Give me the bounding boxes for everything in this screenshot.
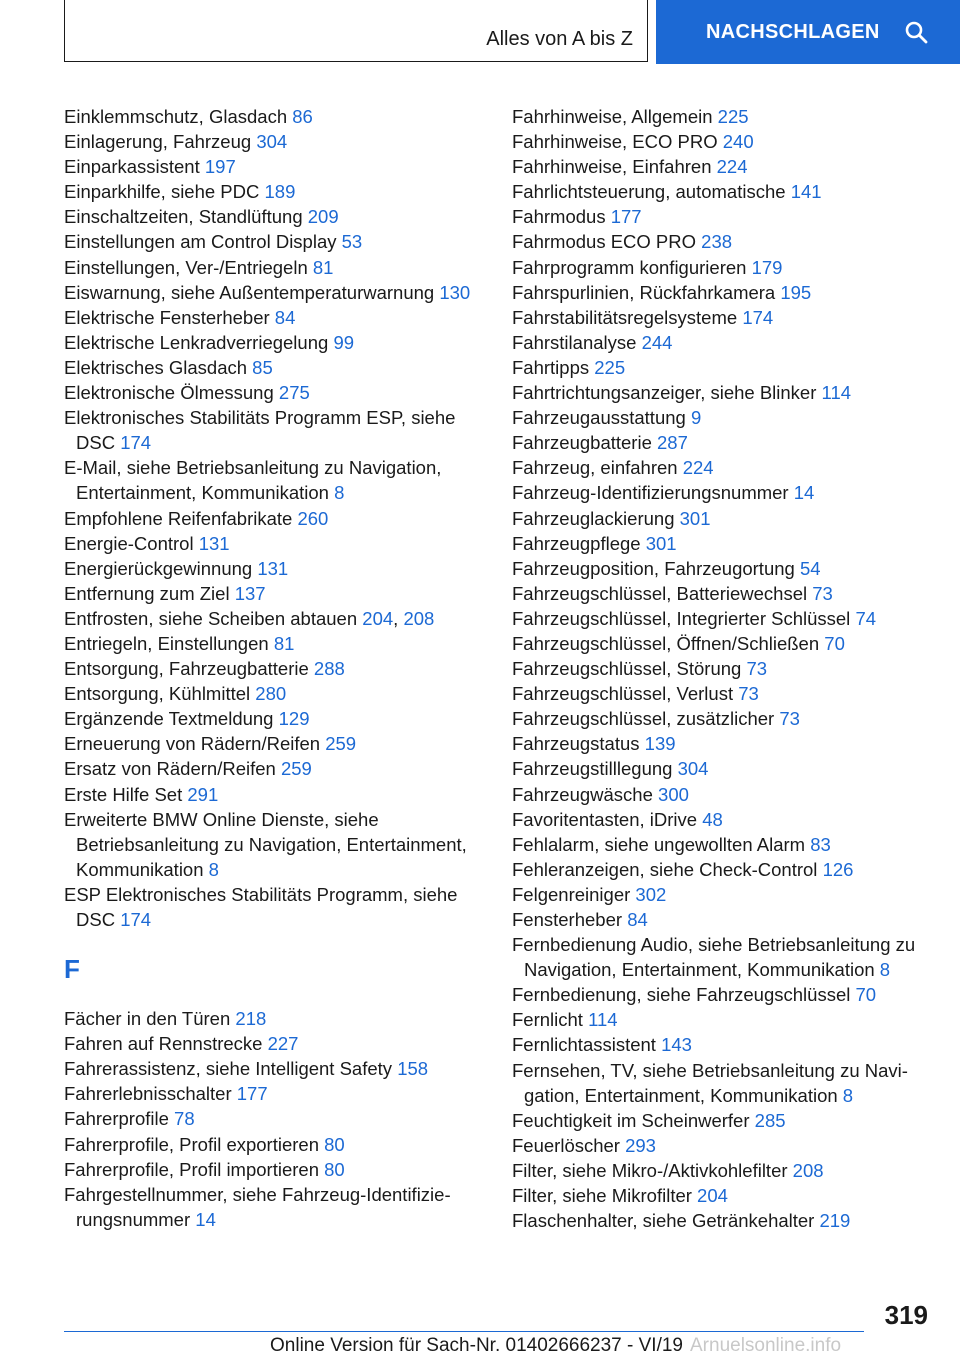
section-letter-f: F <box>64 954 80 985</box>
page-link[interactable]: 177 <box>236 1083 268 1105</box>
index-term: Entfrosten, siehe Scheiben abtauen <box>64 607 358 629</box>
index-column-left <box>64 104 494 1232</box>
index-term: Elektrische Lenkradverriegelung <box>64 331 329 353</box>
page-link[interactable]: 78 <box>174 1108 195 1130</box>
index-entry <box>64 355 494 380</box>
index-term: Fernlichtassistent <box>512 1034 656 1056</box>
page-link[interactable]: 14 <box>793 482 815 504</box>
index-term: Fernsehen, TV, siehe Betriebsanleitung zu Navigation, Entertainment, Kommunikation <box>512 1059 908 1106</box>
page-link[interactable]: 240 <box>722 131 754 153</box>
index-term: Fahrzeugschlüssel, Verlust <box>512 683 734 705</box>
page-link[interactable]: 238 <box>701 231 733 253</box>
index-entry <box>64 807 494 882</box>
index-term: ESP Elektronisches Stabilitäts Programm, siehe DSC <box>64 883 458 930</box>
index-term: Fahrstilanalyse <box>512 331 637 353</box>
page-link[interactable]: 139 <box>644 733 676 755</box>
page-link[interactable]: 195 <box>780 281 812 303</box>
page-link[interactable]: 224 <box>682 457 714 479</box>
index-term: Entfernung zum Ziel <box>64 582 230 604</box>
page-link[interactable]: 225 <box>717 106 749 127</box>
page-link[interactable]: 8 <box>842 1084 854 1106</box>
index-column-right <box>512 104 942 1233</box>
index-entry <box>512 807 942 832</box>
index-entry <box>512 129 942 154</box>
page-link[interactable]: 174 <box>120 909 152 930</box>
index-term: Fahrzeugschlüssel, Störung <box>512 658 742 680</box>
index-term: Fahrzeugbatterie <box>512 432 652 454</box>
index-entry <box>512 1133 942 1158</box>
index-term: Einstellungen, Ver-/Entriegeln <box>64 256 308 278</box>
page-number: 319 <box>884 1300 928 1330</box>
index-term: Elektronisches Stabilitäts Programm ESP, siehe DSC <box>64 407 456 454</box>
tab-label: NACHSCHLAGEN <box>706 20 880 43</box>
index-term: Elektronische Ölmessung <box>64 382 274 404</box>
index-term: Eiswarnung, siehe Außentemperaturwarnung <box>64 281 435 303</box>
page-link[interactable]: 114 <box>588 1009 618 1031</box>
page-link[interactable]: 48 <box>702 808 723 830</box>
online-version-note: Online Version für Sach-Nr. 01402666237 - VI/19 <box>270 1335 683 1356</box>
page-link[interactable]: 8 <box>879 959 891 981</box>
index-term: Fahrmodus ECO PRO <box>512 231 697 253</box>
index-term: Energie-Control <box>64 532 194 554</box>
index-entry <box>512 154 942 179</box>
index-entry <box>64 455 494 505</box>
index-entry <box>512 656 942 681</box>
page-link[interactable]: 225 <box>594 356 626 378</box>
index-entry <box>64 179 494 204</box>
index-entry <box>64 1132 494 1157</box>
index-term: Fehlalarm, siehe ungewollten Alarm <box>512 833 806 855</box>
page-link[interactable]: 99 <box>333 331 355 353</box>
page-link[interactable]: 244 <box>641 331 673 353</box>
index-entry <box>512 280 942 305</box>
page-link[interactable]: 8 <box>334 482 345 504</box>
index-entry <box>512 556 942 581</box>
index-term: Felgenreiniger <box>512 883 631 905</box>
footer-divider <box>64 1331 864 1332</box>
index-term: Fahrstabilitätsregelsysteme <box>512 306 738 328</box>
page-link[interactable]: 174 <box>120 432 152 454</box>
search-icon <box>904 20 928 44</box>
page-link[interactable]: 204 <box>362 607 394 629</box>
index-list-f <box>64 1006 494 1232</box>
index-term: Einschaltzeiten, Standlüftung <box>64 206 303 228</box>
index-term: Fernbedienung, siehe Fahrzeugschlüssel <box>512 984 851 1006</box>
index-term: Fahrzeuglackierung <box>512 507 675 529</box>
index-entry <box>512 907 942 932</box>
index-term: Fahren auf Rennstrecke <box>64 1033 263 1055</box>
index-entry <box>512 1108 942 1133</box>
index-term: Elektrisches Glasdach <box>64 356 248 378</box>
index-term: Ergänzende Textmeldung <box>64 708 274 730</box>
index-term: Fahrzeug, einfahren <box>512 457 678 479</box>
index-entry <box>512 782 942 807</box>
page-link[interactable]: 275 <box>278 382 310 404</box>
index-term: Fahrzeugpflege <box>512 532 641 554</box>
index-entry <box>64 656 494 681</box>
page-link[interactable]: 8 <box>208 858 219 880</box>
index-term: Fahrhinweise, Allgemein <box>512 106 713 127</box>
index-entry <box>512 1032 942 1057</box>
index-entry <box>64 380 494 405</box>
index-entry <box>512 355 942 380</box>
watermark: Arnuelsonline.info <box>690 1335 842 1356</box>
page-link[interactable]: 141 <box>790 181 822 203</box>
page-link[interactable]: 189 <box>264 181 296 203</box>
page-link[interactable]: 177 <box>610 206 642 228</box>
index-entry <box>64 756 494 781</box>
index-entry <box>512 455 942 480</box>
page-link[interactable]: 259 <box>325 733 357 755</box>
page-link[interactable]: 224 <box>716 156 748 178</box>
index-term: Fernbedienung Audio, siehe Betriebsanleitung zu Navigation, Entertainment, Kommunikation <box>512 934 916 981</box>
index-entry <box>64 229 494 254</box>
index-entry <box>512 1058 942 1108</box>
index-entry <box>64 556 494 581</box>
section-title: Alles von A bis Z <box>486 28 633 50</box>
index-term: Fahrzeugschlüssel, Öffnen/Schließen <box>512 632 820 654</box>
page-link[interactable]: 179 <box>751 256 783 278</box>
page-link[interactable]: 73 <box>779 708 800 730</box>
page-link[interactable]: 174 <box>742 306 774 328</box>
page-link[interactable]: 81 <box>312 256 334 278</box>
index-entry <box>64 531 494 556</box>
page-link[interactable]: 84 <box>274 306 296 328</box>
index-entry <box>64 330 494 355</box>
page-link[interactable]: 208 <box>792 1159 824 1181</box>
page-link[interactable]: 73 <box>812 582 833 604</box>
page-link[interactable]: 131 <box>198 532 230 554</box>
page-link[interactable]: 9 <box>690 407 702 429</box>
page-link[interactable]: 158 <box>397 1058 429 1080</box>
index-entry <box>512 480 942 505</box>
page-link[interactable]: 287 <box>657 432 688 454</box>
index-entry <box>64 1006 494 1031</box>
page-link[interactable]: 208 <box>403 607 435 629</box>
index-entry <box>512 581 942 606</box>
index-entry <box>64 1081 494 1106</box>
index-term: Ersatz von Rädern/Reifen <box>64 758 276 780</box>
page-link[interactable]: 126 <box>822 858 854 880</box>
page-link[interactable]: 130 <box>439 281 471 303</box>
index-term: Fahrerprofile, Profil importieren <box>64 1158 319 1180</box>
index-term: Filter, siehe Mikrofilter <box>512 1185 692 1207</box>
index-term: Flaschenhalter, siehe Getränkehalter <box>512 1210 815 1232</box>
index-term: Fahrzeugstilllegung <box>512 758 673 780</box>
index-entry <box>64 1056 494 1081</box>
index-term: Fahrzeugwäsche <box>512 783 653 805</box>
index-entry <box>512 330 942 355</box>
index-term: Fahrzeugschlüssel, Integrierter Schlüssel <box>512 607 851 629</box>
index-term: Einstellungen am Control Display <box>64 231 337 253</box>
index-entry <box>64 1106 494 1131</box>
page-link[interactable]: 85 <box>252 356 273 378</box>
index-entry <box>64 204 494 229</box>
index-entry <box>512 1208 942 1233</box>
page-link[interactable]: 131 <box>257 557 289 579</box>
index-term: Einparkassistent <box>64 156 200 178</box>
index-term: Fahrtrichtungsanzeiger, siehe Blinker <box>512 382 817 404</box>
index-term: Fahrerassistenz, siehe Intelligent Safety <box>64 1058 393 1080</box>
index-term: Fehleranzeigen, siehe Check-Control <box>512 858 818 880</box>
index-entry: Entfrosten, siehe Scheiben abtauen 204, 208 <box>64 607 435 629</box>
page-link[interactable]: 80 <box>324 1133 345 1155</box>
index-term: Fahrzeugschlüssel, zusätzlicher <box>512 708 775 730</box>
index-entry <box>512 756 942 781</box>
index-entry <box>512 305 942 330</box>
index-entry <box>64 882 494 932</box>
index-term: Fahrzeugposition, Fahrzeugortung <box>512 557 795 579</box>
page-link[interactable]: 73 <box>746 658 768 680</box>
page-link[interactable]: 219 <box>819 1210 851 1232</box>
index-entry <box>64 782 494 807</box>
index-term: Filter, siehe Mikro-/Aktivkohlefilter <box>512 1159 788 1181</box>
index-entry <box>64 154 494 179</box>
index-entry <box>512 857 942 882</box>
page-link[interactable]: 260 <box>297 507 329 529</box>
index-term: Fahrmodus <box>512 206 606 228</box>
index-entry <box>64 1182 494 1232</box>
index-entry <box>512 631 942 656</box>
page-link[interactable]: 259 <box>280 758 312 780</box>
page-link[interactable]: 197 <box>204 156 236 178</box>
page-link[interactable]: 83 <box>810 833 831 855</box>
page-link[interactable]: 81 <box>273 632 295 654</box>
index-term: Fahrzeugstatus <box>512 733 640 755</box>
tab-nachschlagen[interactable] <box>656 0 960 64</box>
index-entry <box>512 204 942 229</box>
index-term: Favoritentasten, iDrive <box>512 808 698 830</box>
page-link[interactable]: 280 <box>255 683 287 705</box>
index-term: Fahrerprofile, Profil exportieren <box>64 1133 319 1155</box>
index-entry <box>64 681 494 706</box>
index-entry <box>64 1157 494 1182</box>
page-link[interactable]: 301 <box>679 507 711 529</box>
page-link[interactable]: 291 <box>187 783 219 805</box>
index-term: Entsorgung, Fahrzeugbatterie <box>64 658 309 680</box>
index-entry <box>512 706 942 731</box>
index-term: Entsorgung, Kühlmittel <box>64 683 251 705</box>
index-entry <box>512 731 942 756</box>
index-entry <box>64 1031 494 1056</box>
index-term: Fahrerlebnisschalter <box>64 1083 232 1105</box>
page-link[interactable]: 129 <box>278 708 310 730</box>
page-link[interactable]: 285 <box>754 1109 786 1131</box>
index-term: Fahrprogramm konfigurieren <box>512 256 747 278</box>
index-entry <box>512 229 942 254</box>
index-term: Entriegeln, Einstellungen <box>64 632 269 654</box>
index-term: Einparkhilfe, siehe PDC <box>64 181 260 203</box>
index-term: Fahrerprofile <box>64 1108 169 1130</box>
index-term: Erste Hilfe Set <box>64 783 183 805</box>
page-link[interactable]: 80 <box>324 1158 345 1180</box>
index-term: Fahrhinweise, ECO PRO <box>512 131 718 153</box>
page-link[interactable]: 74 <box>855 607 877 629</box>
index-entry <box>64 706 494 731</box>
index-entry <box>64 405 494 455</box>
page-link[interactable]: 143 <box>661 1034 692 1056</box>
page-link[interactable]: 70 <box>824 632 845 654</box>
index-entry <box>64 506 494 531</box>
page-link[interactable]: 54 <box>799 557 821 579</box>
index-term: Feuchtigkeit im Scheinwerfer <box>512 1109 750 1131</box>
index-entry <box>512 531 942 556</box>
index-entry <box>512 380 942 405</box>
index-entry <box>512 506 942 531</box>
index-entry <box>512 179 942 204</box>
index-entry <box>64 581 494 606</box>
index-list-e <box>64 104 494 932</box>
header-bar <box>64 0 960 64</box>
index-term: E-Mail, siehe Betriebsanleitung zu Navigation, Entertainment, Kommunikation <box>64 457 442 504</box>
index-entry <box>512 104 942 129</box>
index-term: Einklemmschutz, Glasdach <box>64 106 288 127</box>
page-link[interactable]: 114 <box>821 382 852 404</box>
page-link[interactable]: 73 <box>738 683 759 705</box>
page-link[interactable]: 300 <box>658 783 689 805</box>
index-term: Fensterheber <box>512 909 623 930</box>
index-entry <box>512 832 942 857</box>
page-link[interactable]: 209 <box>307 206 339 228</box>
index-list-f-continued <box>512 104 942 1233</box>
index-entry <box>512 932 942 982</box>
index-entry <box>512 982 942 1007</box>
page-link[interactable]: 70 <box>855 984 877 1006</box>
index-term: Fahrzeugschlüssel, Batteriewechsel <box>512 582 808 604</box>
page-link[interactable]: 14 <box>195 1208 216 1230</box>
index-entry <box>512 405 942 430</box>
page-link[interactable]: 304 <box>256 131 288 153</box>
index-term: Fächer in den Türen <box>64 1008 231 1030</box>
index-entry <box>512 255 942 280</box>
index-term: Fahrlichtsteuerung, automatische <box>512 181 786 203</box>
index-term: Fernlicht <box>512 1009 583 1031</box>
index-entry <box>512 1158 942 1183</box>
index-term: Fahrtipps <box>512 356 590 378</box>
index-term: Fahrhinweise, Einfahren <box>512 156 712 178</box>
page-link[interactable]: 204 <box>697 1185 728 1207</box>
index-term: Fahrzeugausstattung <box>512 407 686 429</box>
page-link[interactable]: 302 <box>635 883 667 905</box>
index-term: Feuerlöscher <box>512 1134 620 1156</box>
index-term: Energierückgewinnung <box>64 557 253 579</box>
page-link[interactable]: 288 <box>313 658 345 680</box>
index-entry <box>512 1183 942 1208</box>
index-entry <box>64 731 494 756</box>
index-entry <box>64 631 494 656</box>
index-term: Erweiterte BMW Online Dienste, siehe Betriebsanleitung zu Navigation, Entertainment, Kommunikation <box>64 808 467 880</box>
index-entry <box>512 430 942 455</box>
index-entry <box>512 606 942 631</box>
index-entry <box>64 255 494 280</box>
page-link[interactable]: 304 <box>677 758 709 780</box>
index-entry <box>64 104 494 129</box>
page-link[interactable]: 137 <box>234 582 266 604</box>
index-entry <box>512 681 942 706</box>
index-term: Erneuerung von Rädern/Reifen <box>64 733 321 755</box>
index-entry <box>512 1007 942 1032</box>
page-link[interactable]: 227 <box>267 1033 299 1055</box>
index-entry <box>64 305 494 330</box>
index-entry <box>512 882 942 907</box>
index-term: Elektrische Fensterheber <box>64 306 270 328</box>
index-term: Einlagerung, Fahrzeug <box>64 131 252 153</box>
index-term: Fahrgestellnummer, siehe Fahrzeug-Identifizierungsnummer <box>64 1183 451 1230</box>
page-link[interactable]: 218 <box>235 1008 267 1030</box>
page-link[interactable]: 293 <box>625 1134 656 1156</box>
index-entry <box>64 129 494 154</box>
index-entry <box>64 280 494 305</box>
index-term: Empfohlene Reifenfabrikate <box>64 507 293 529</box>
header-title-box <box>64 0 648 62</box>
page-link[interactable]: 301 <box>645 532 677 554</box>
page-link[interactable]: 53 <box>341 231 363 253</box>
index-term: Fahrspurlinien, Rückfahrkamera <box>512 281 776 303</box>
page-link[interactable]: 86 <box>292 106 313 127</box>
index-term: Fahrzeug-Identifizierungsnummer <box>512 482 789 504</box>
page-link[interactable]: 84 <box>627 909 648 930</box>
